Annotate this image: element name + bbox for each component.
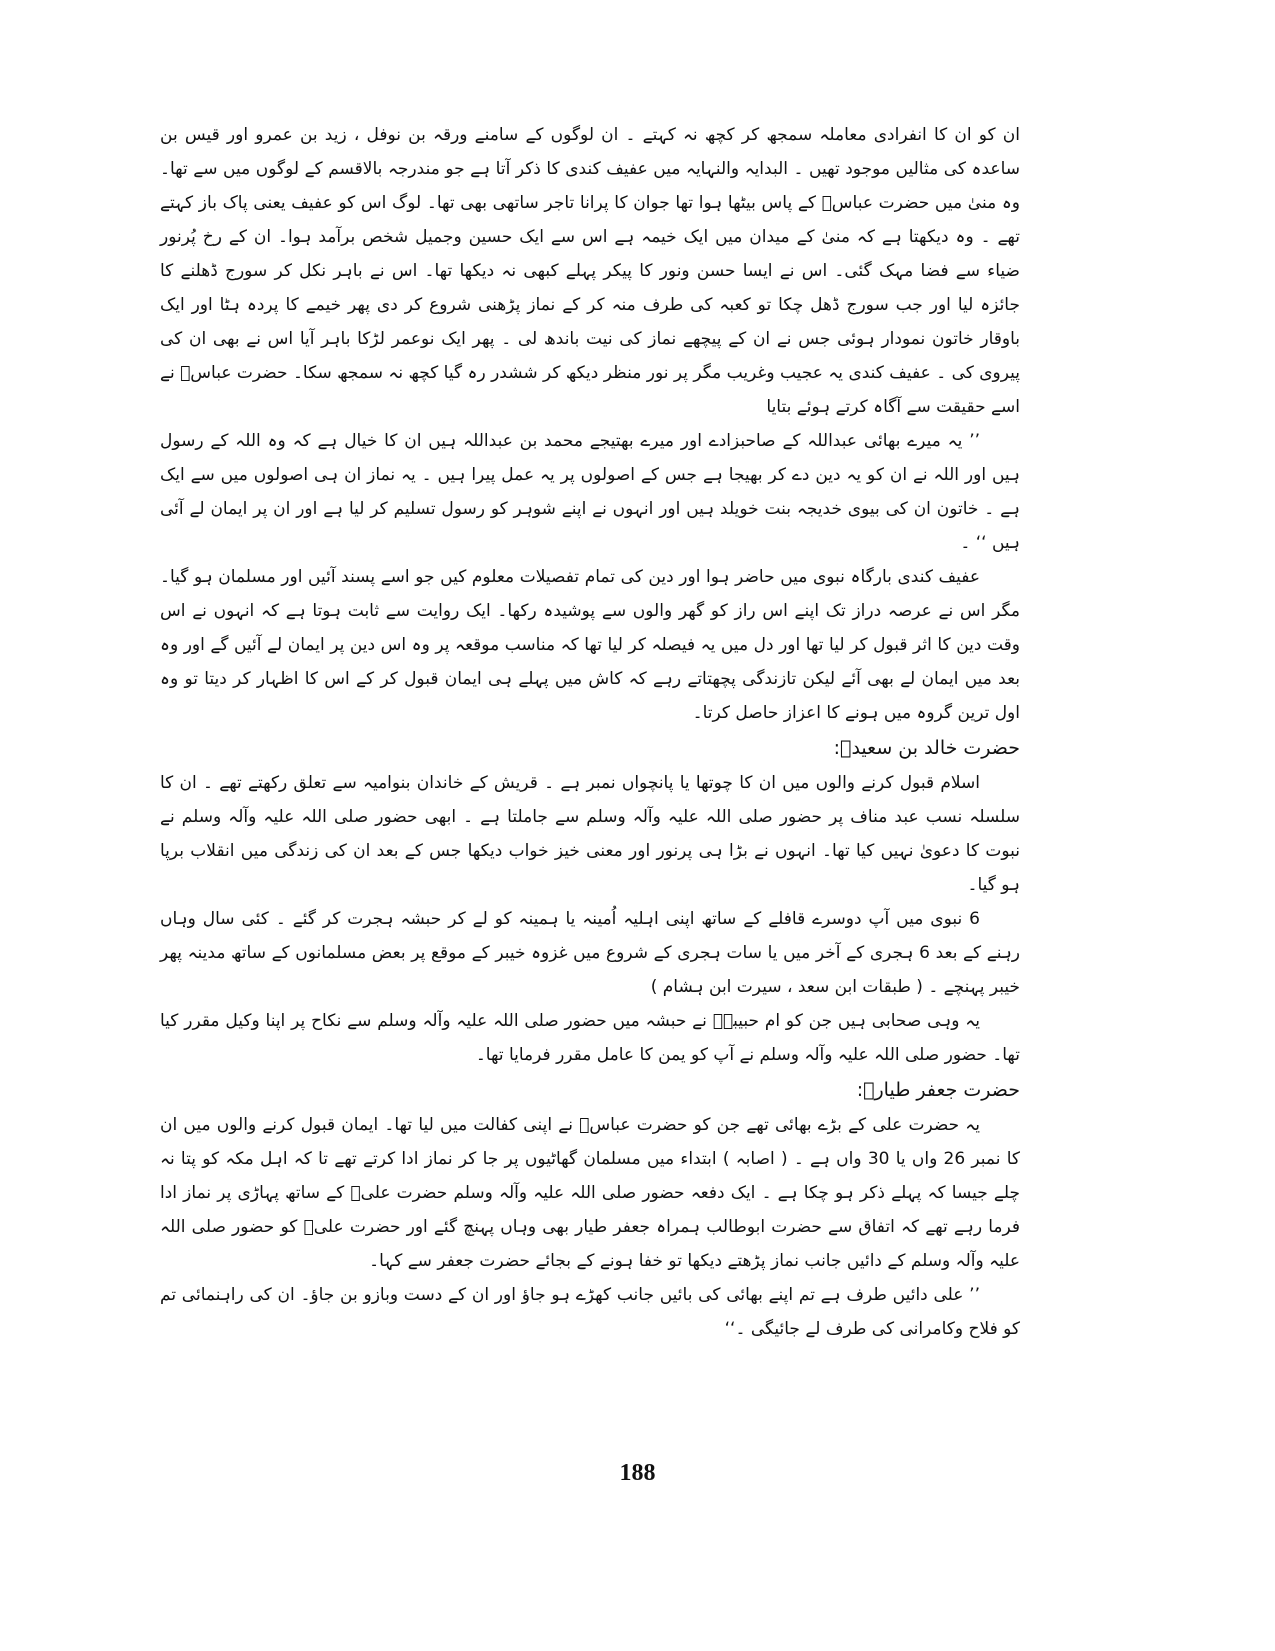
quote-abu-talib: ’’ علی دائیں طرف ہے تم اپنے بھائی کی بائیں جانب کھڑے ہو جاؤ اور ان کے دست وبازو بن جاؤ۔ ان کی راہنمائی تم کو فلاح وکامرانی کی طرف لے جائیگی ۔‘‘ — [160, 1285, 1020, 1339]
paragraph-afif-kindi-intro: ان کو ان کا انفرادی معاملہ سمجھ کر کچھ نہ کہتے ۔ ان لوگوں کے سامنے ورقہ بن نوفل ، زید بن عمرو اور قیس بن ساعدہ کی مثالیں موجود تھیں ۔ البدایہ والنہایہ میں عفیف کندی کا ذکر آتا ہے جو مندرجہ بالاقسم کے لوگوں میں سے تھا۔ وہ منیٰ میں حضرت عباسؓ کے پاس بیٹھا ہوا تھا جوان کا پرانا تاجر ساتھی بھی تھا۔ لوگ اس کو عفیف یعنی پاک باز کہتے تھے ۔ وہ دیکھتا ہے کہ منیٰ کے میدان میں ایک خیمہ ہے اس سے ایک حسین وجمیل شخص برآمد ہوا۔ ان کے رخ پُرنور ضیاء سے فضا مہک گئی۔ اس نے ایسا حسن ونور کا پیکر پہلے کبھی نہ دیکھا تھا۔ اس نے باہر نکل کر سورج ڈھلنے کا جائزہ لیا اور جب سورج ڈھل چکا تو کعبہ کی طرف منہ کر کے نماز پڑھنی شروع کر دی پھر خیمے کا پردہ ہٹا اور ایک باوقار خاتون نمودار ہوئی جس نے ان کے پیچھے نماز کی نیت باندھ لی ۔ پھر ایک نوعمر لڑکا باہر آیا اس نے بھی ان کی پیروی کی ۔ عفیف کندی یہ عجیب وغریب مگر پر نور منظر دیکھ کر ششدر رہ گیا کچھ نہ سمجھ سکا۔ حضرت عباسؓ نے اسے حقیقت سے آگاہ کرتے ہوئے بتایا — [160, 125, 1020, 417]
paragraph-jafar-intro: یہ حضرت علی کے بڑے بھائی تھے جن کو حضرت عباسؓ نے اپنی کفالت میں لیا تھا۔ ایمان قبول کرنے والوں میں ان کا نمبر 26 واں یا 30 واں ہے ۔ ( اصابہ ) ابتداء میں مسلمان گھاٹیوں پر جا کر نماز ادا کرتے تھے تا کہ اہل مکہ کو پتا نہ چلے جیسا کہ پہلے ذکر ہو چکا ہے ۔ ایک دفعہ حضور صلی اللہ علیہ وآلہ وسلم حضرت علیؓ کے ساتھ پہاڑی پر نماز ادا فرما رہے تھے کہ اتفاق سے حضرت ابوطالب ہمراہ جعفر طیار بھی وہاں پہنچ گئے اور حضرت علیؓ کو حضور صلی اللہ علیہ وآلہ وسلم کے دائیں جانب نماز پڑھتے دیکھا تو خفا ہونے کے بجائے حضرت جعفر سے کہا۔ — [160, 1115, 1020, 1271]
page-text-area — [160, 118, 1020, 1339]
paragraph-khalid-yemen: یہ وہی صحابی ہیں جن کو ام حبیبہؓ نے حبشہ میں حضور صلی اللہ علیہ وآلہ وسلم سے نکاح پر اپنا وکیل مقرر کیا تھا۔ حضور صلی اللہ علیہ وآلہ وسلم نے آپ کو یمن کا عامل مقرر فرمایا تھا۔ — [160, 1011, 1020, 1065]
paragraph-afif-kindi-conversion: عفیف کندی بارگاہ نبوی میں حاضر ہوا اور دین کی تمام تفصیلات معلوم کیں جو اسے پسند آئیں اور مسلمان ہو گیا۔ مگر اس نے عرصہ دراز تک اپنے اس راز کو گھر والوں سے پوشیدہ رکھا۔ ایک روایت سے ثابت ہوتا ہے کہ انہوں نے اس وقت دین کا اثر قبول کر لیا تھا اور دل میں یہ فیصلہ کر لیا تھا کہ مناسب موقعہ پر وہ اس دین پر ایمان لے آئیں گے اور وہ بعد میں ایمان لے بھی آئے لیکن تازندگی پچھتاتے رہے کہ کاش میں پہلے ہی ایمان قبول کر کے اس کا اظہار کر دیتا تو وہ اول ترین گروہ میں ہونے کا اعزاز حاصل کرتا۔ — [160, 567, 1020, 723]
heading-jafar-tayyar: حضرت جعفر طیارؓ: — [856, 1079, 1020, 1101]
page-number: 188 — [619, 1460, 656, 1486]
quote-abbas: ’’ یہ میرے بھائی عبداللہ کے صاحبزادے اور میرے بھتیجے محمد بن عبداللہ ہیں ان کا خیال ہے کہ وہ اللہ کے رسول ہیں اور اللہ نے ان کو یہ دین دے کر بھیجا ہے جس کے اصولوں پر یہ عمل پیرا ہیں ۔ یہ نماز ان ہی اصولوں میں سے ایک ہے ۔ خاتون ان کی بیوی خدیجہ بنت خویلد ہیں اور انہوں نے اپنے شوہر کو رسول تسلیم کر لیا ہے اور ان پر ایمان لے آئی ہیں ‘‘ ۔ — [160, 431, 1020, 553]
paragraph-khalid-lineage: اسلام قبول کرنے والوں میں ان کا چوتھا یا پانچواں نمبر ہے ۔ قریش کے خاندان بنوامیہ سے تعلق رکھتے تھے ۔ ان کا سلسلہ نسب عبد مناف پر حضور صلی اللہ علیہ وآلہ وسلم سے جاملتا ہے ۔ ابھی حضور صلی اللہ علیہ وآلہ وسلم نے نبوت کا دعویٰ نہیں کیا تھا۔ انہوں نے بڑا ہی پرنور اور معنی خیز خواب دیکھا جس کے بعد ان کی زندگی میں انقلاب برپا ہو گیا۔ — [160, 773, 1020, 895]
heading-khalid-bin-saeed: حضرت خالد بن سعیدؓ: — [833, 737, 1020, 759]
paragraph-khalid-migration: 6 نبوی میں آپ دوسرے قافلے کے ساتھ اپنی اہلیہ اُمینہ یا ہمینہ کو لے کر حبشہ ہجرت کر گئے ۔ کئی سال وہاں رہنے کے بعد 6 ہجری کے آخر میں یا سات ہجری کے شروع میں غزوہ خیبر کے موقع پر بعض مسلمانوں کے ساتھ مدینہ پھر خیبر پہنچے ۔ ( طبقات ابن سعد ، سیرت ابن ہشام ) — [160, 909, 1020, 997]
